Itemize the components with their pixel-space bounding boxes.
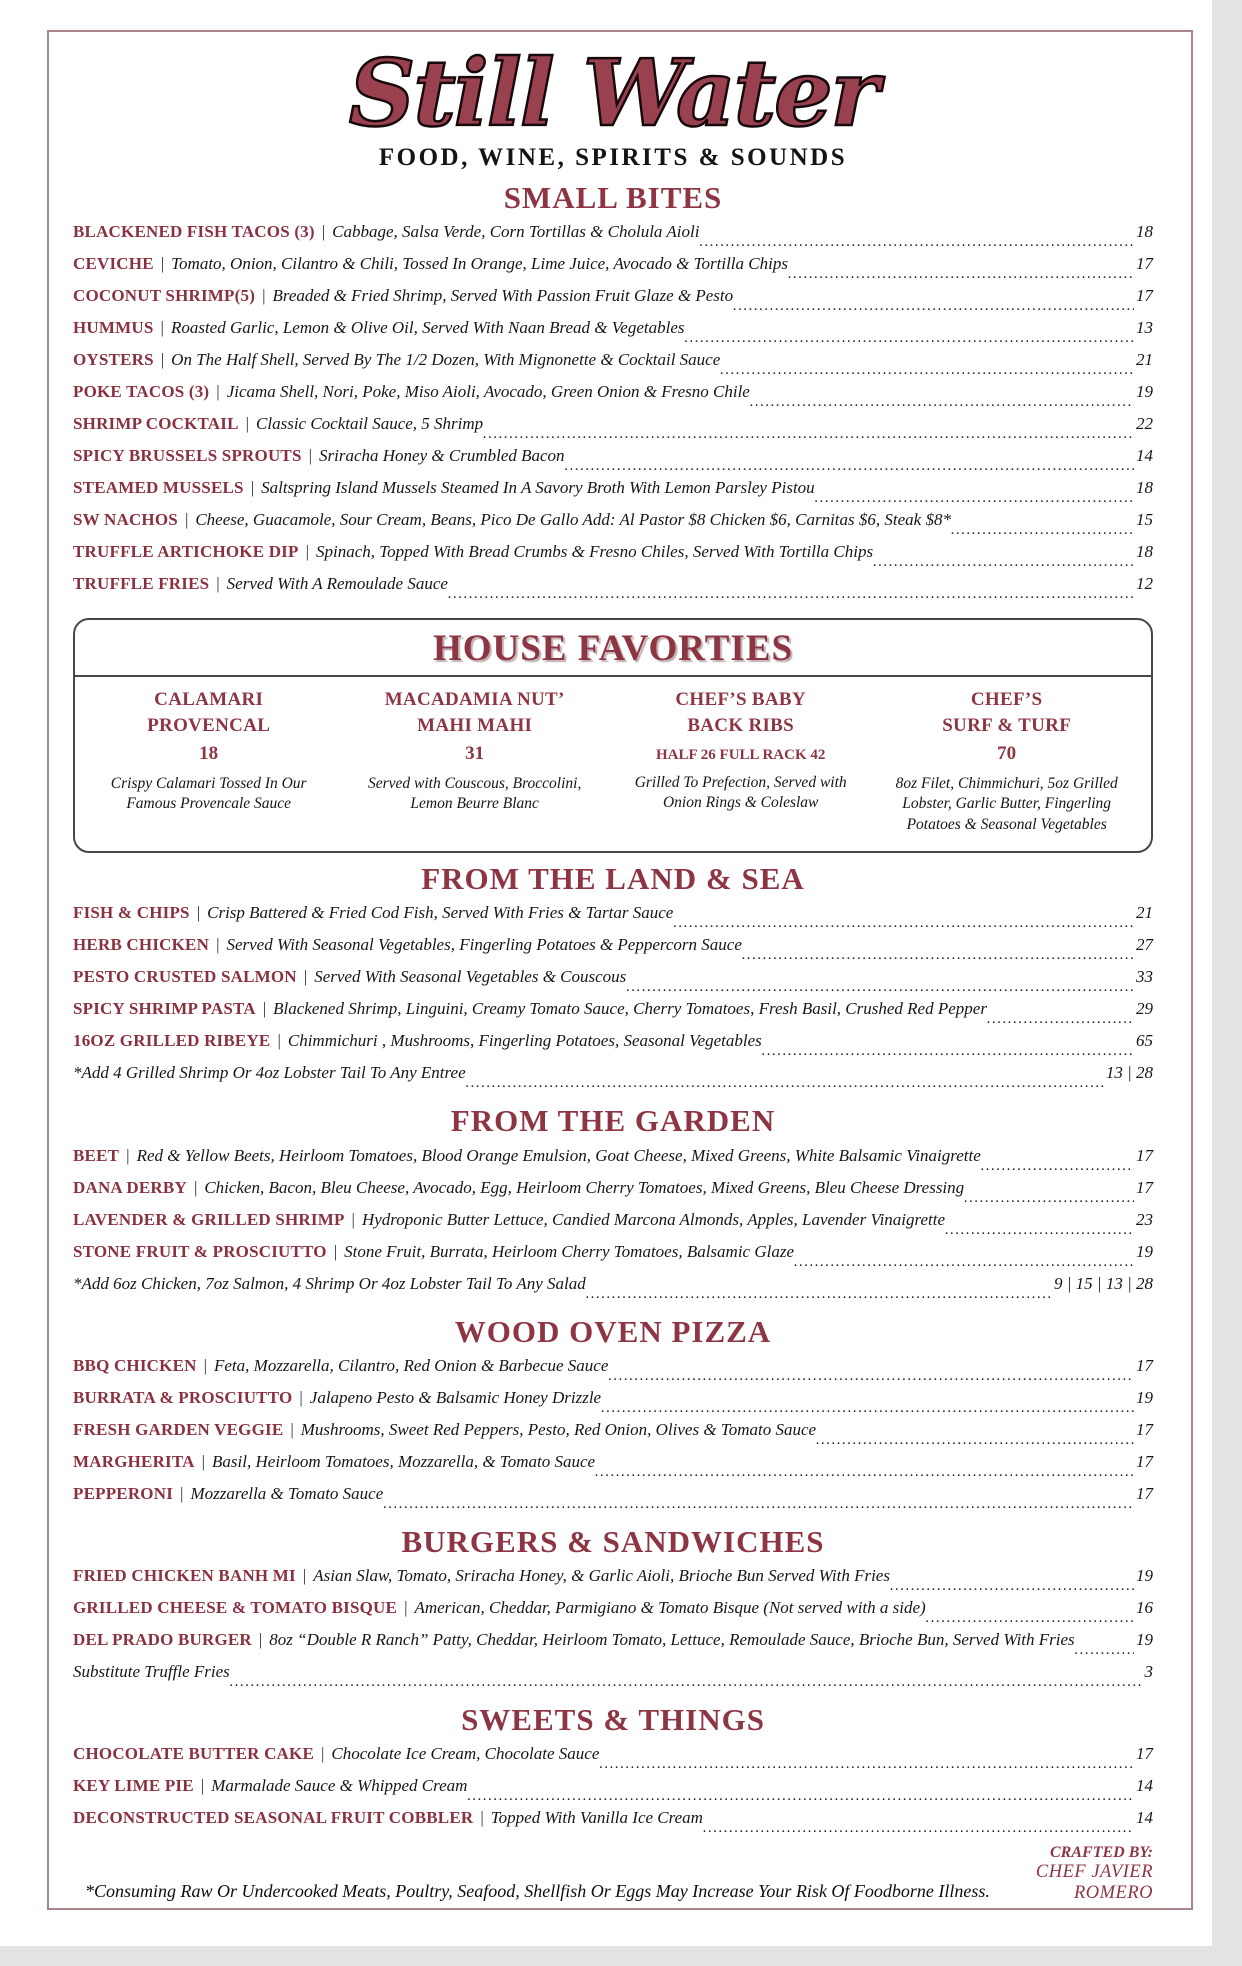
menu-item-price: 15 <box>1136 509 1153 529</box>
house-favorite-description: Grilled To Prefection, Served with Onion Rings & Coleslaw <box>634 773 847 812</box>
menu-item-row <box>73 574 1153 606</box>
dotted-leader <box>762 1043 1134 1060</box>
name-desc-divider: | <box>180 1483 184 1503</box>
house-favorite-calamari-provencal <box>81 687 336 836</box>
dotted-leader <box>951 522 1134 539</box>
menu-item-row <box>73 254 1153 286</box>
menu-item-description: Cabbage, Salsa Verde, Corn Tortillas & Cholula Aioli <box>332 221 700 241</box>
house-favorites-title: HOUSE FAVORTIES <box>75 620 1151 677</box>
house-favorite-name-line: PROVENCAL <box>147 715 271 737</box>
name-desc-divider: | <box>216 573 220 593</box>
menu-item-description: Served With Seasonal Vegetables & Couscous <box>314 967 627 987</box>
house-favorite-name <box>880 687 1133 740</box>
menu-item-price: 14 <box>1136 1775 1153 1795</box>
remaining-sections-container <box>73 862 1153 1839</box>
name-desc-divider: | <box>193 1177 198 1197</box>
menu-item-description: Roasted Garlic, Lemon & Olive Oil, Served With Naan Bread & Vegetables <box>170 317 685 337</box>
crafted-by-chef-name: CHEF JAVIER ROMERO <box>1035 1861 1153 1903</box>
menu-item-price: 3 <box>1144 1661 1153 1681</box>
section-title-from-the-garden: FROM THE GARDEN <box>450 1103 776 1139</box>
restaurant-tagline: FOOD, WINE, SPIRITS & SOUNDS <box>378 143 848 171</box>
menu-item-row <box>73 1452 1153 1484</box>
dotted-leader <box>788 266 1134 283</box>
dotted-leader <box>595 1464 1134 1481</box>
menu-item-row <box>73 286 1153 318</box>
menu-item-row <box>73 1808 1153 1840</box>
menu-item-description: Topped With Vanilla Ice Cream <box>490 1807 703 1827</box>
menu-item-row <box>73 1178 1153 1210</box>
menu-item-price: 17 <box>1136 285 1153 305</box>
menu-item-name: SHRIMP COCKTAIL <box>73 413 239 433</box>
menu-item-price: 18 <box>1136 477 1153 497</box>
house-favorite-name-line: CHEF’S BABY <box>675 688 806 710</box>
menu-item-price: 19 <box>1136 1241 1153 1261</box>
menu-item-name: BLACKENED FISH TACOS (3) <box>73 221 315 241</box>
menu-item-row <box>73 1210 1153 1242</box>
name-desc-divider: | <box>160 317 164 337</box>
dotted-leader <box>964 1190 1134 1207</box>
dotted-leader <box>448 586 1134 603</box>
house-favorite-price: HALF 26 FULL RACK 42 <box>655 746 826 763</box>
menu-body <box>73 181 1153 1840</box>
dotted-leader <box>703 1820 1134 1837</box>
name-desc-divider: | <box>216 381 220 401</box>
name-desc-divider: | <box>290 1419 294 1439</box>
menu-item-row <box>73 1420 1153 1452</box>
section-title-wood-oven-pizza: WOOD OVEN PIZZA <box>454 1313 772 1349</box>
menu-item-name: DANA DERBY <box>73 1177 187 1197</box>
menu-item-row <box>73 1744 1153 1776</box>
house-favorite-name-line: CHEF’S <box>970 688 1043 710</box>
menu-item-price: 18 <box>1136 541 1153 561</box>
dotted-leader <box>466 1075 1104 1092</box>
menu-item-price: 14 <box>1136 445 1153 465</box>
name-desc-divider: | <box>351 1209 355 1229</box>
name-desc-divider: | <box>196 903 201 923</box>
menu-item-price: 65 <box>1136 1031 1153 1051</box>
house-favorite-name <box>348 687 601 740</box>
name-desc-divider: | <box>303 967 308 987</box>
menu-item-row <box>73 222 1153 254</box>
house-favorite-chef-s-surf-turf <box>868 687 1145 836</box>
menu-item-description: Stone Fruit, Burrata, Heirloom Cherry Tomatoes, Balsamic Glaze <box>344 1241 795 1261</box>
menu-item-description: Chimmichuri , Mushrooms, Fingerling Potatoes, Seasonal Vegetables <box>287 1031 762 1051</box>
menu-item-description: Breaded & Fried Shrimp, Served With Passion Fruit Glaze & Pesto <box>272 285 734 305</box>
name-desc-divider: | <box>262 285 266 305</box>
menu-footer <box>73 1844 1153 1908</box>
name-desc-divider: | <box>299 1387 303 1407</box>
house-favorite-price: 18 <box>199 742 219 764</box>
menu-item-row <box>73 1242 1153 1274</box>
menu-item-description: Sriracha Honey & Crumbled Bacon <box>319 445 565 465</box>
menu-item-price: 33 <box>1136 967 1153 987</box>
name-desc-divider: | <box>160 349 165 369</box>
house-favorites-box <box>73 618 1153 854</box>
name-desc-divider: | <box>277 1031 281 1051</box>
menu-item-description: Basil, Heirloom Tomatoes, Mozzarella, & Tomato Sauce <box>212 1451 596 1471</box>
name-desc-divider: | <box>126 1145 130 1165</box>
menu-item-price: 18 <box>1136 221 1153 241</box>
menu-item-name: TRUFFLE FRIES <box>73 573 210 593</box>
menu-item-description: Mushrooms, Sweet Red Peppers, Pesto, Red Onion, Olives & Tomato Sauce <box>300 1419 817 1439</box>
house-favorite-name-line: SURF & TURF <box>942 715 1072 737</box>
menu-item-row <box>73 1566 1153 1598</box>
house-favorite-name-line: BACK RIBS <box>687 715 795 737</box>
menu-item-description: Jicama Shell, Nori, Poke, Miso Aioli, Avocado, Green Onion & Fresno Chile <box>226 381 750 401</box>
menu-note-row <box>73 1063 1153 1095</box>
dotted-leader <box>684 330 1134 347</box>
menu-item-name: OYSTERS <box>73 349 154 369</box>
menu-item-name: CHOCOLATE BUTTER CAKE <box>73 1743 314 1763</box>
menu-section-wood-oven-pizza <box>73 1315 1153 1516</box>
menu-item-row <box>73 967 1153 999</box>
house-favorite-name-line: MAHI MAHI <box>417 715 533 737</box>
menu-item-name: DEL PRADO BURGER <box>73 1629 252 1649</box>
name-desc-divider: | <box>200 1775 205 1795</box>
house-favorite-description: 8oz Filet, Chimmichuri, 5oz Grilled Lobster, Garlic Butter, Fingerling Potatoes & Seasonal Vegetables <box>895 774 1118 833</box>
menu-item-description: Marmalade Sauce & Whipped Cream <box>211 1775 468 1795</box>
menu-item-name: FRIED CHICKEN BANH MI <box>73 1565 296 1585</box>
name-desc-divider: | <box>216 935 220 955</box>
dotted-leader <box>608 1368 1134 1385</box>
dotted-leader <box>873 554 1134 571</box>
menu-item-row <box>73 1356 1153 1388</box>
menu-item-price: 17 <box>1136 253 1153 273</box>
dotted-leader <box>383 1496 1134 1513</box>
dotted-leader <box>815 490 1134 507</box>
name-desc-divider: | <box>258 1629 263 1649</box>
menu-item-description: Cheese, Guacamole, Sour Cream, Beans, Pico De Gallo Add: Al Pastor $8 Chicken $6, Carnitas $6, Steak $8* <box>195 509 951 529</box>
menu-item-description: Saltspring Island Mussels Steamed In A Savory Broth With Lemon Parsley Pistou <box>261 477 815 497</box>
menu-item-price: 12 <box>1136 573 1153 593</box>
dotted-leader <box>1075 1642 1134 1659</box>
name-desc-divider: | <box>480 1807 484 1827</box>
menu-item-description: Crisp Battered & Fried Cod Fish, Served With Fries & Tartar Sauce <box>207 903 674 923</box>
menu-item-description: Chocolate Ice Cream, Chocolate Sauce <box>331 1743 600 1763</box>
menu-item-row <box>73 935 1153 967</box>
menu-item-price: 13 <box>1136 317 1153 337</box>
menu-item-name: BURRATA & PROSCIUTTO <box>73 1387 293 1407</box>
menu-note-row <box>73 1662 1153 1694</box>
menu-item-row <box>73 1776 1153 1808</box>
menu-item-price: 19 <box>1136 1629 1153 1649</box>
menu-item-description: 8oz “Double R Ranch” Patty, Cheddar, Heirloom Tomato, Lettuce, Remoulade Sauce, Brioche Bun, Served With Fries <box>269 1629 1075 1649</box>
name-desc-divider: | <box>203 1355 207 1375</box>
menu-item-row <box>73 350 1153 382</box>
menu-item-row <box>73 1598 1153 1630</box>
crafted-by-label: CRAFTED BY: <box>1050 1843 1153 1861</box>
menu-item-name: DECONSTRUCTED SEASONAL FRUIT COBBLER <box>73 1807 474 1827</box>
menu-item-description: Hydroponic Butter Lettuce, Candied Marcona Almonds, Apples, Lavender Vinaigrette <box>361 1209 946 1229</box>
menu-item-row <box>73 318 1153 350</box>
dotted-leader <box>926 1610 1134 1627</box>
name-desc-divider: | <box>201 1451 206 1471</box>
menu-item-row <box>73 1031 1153 1063</box>
menu-note-row <box>73 1274 1153 1306</box>
menu-item-description: Chicken, Bacon, Bleu Cheese, Avocado, Egg, Heirloom Cherry Tomatoes, Mixed Greens, Bleu Cheese Dressing <box>204 1177 965 1197</box>
menu-item-price: 19 <box>1136 1387 1153 1407</box>
house-favorite-description: Served with Couscous, Broccolini, Lemon Beurre Blanc <box>367 774 582 813</box>
name-desc-divider: | <box>184 509 189 529</box>
dotted-leader <box>890 1578 1134 1595</box>
dotted-leader <box>816 1432 1134 1449</box>
section-small-bites-container <box>73 181 1153 606</box>
menu-item-name: FISH & CHIPS <box>73 903 190 923</box>
menu-item-price: 22 <box>1136 413 1153 433</box>
dotted-leader <box>733 298 1134 315</box>
section-title-small-bites: SMALL BITES <box>503 179 723 215</box>
dotted-leader <box>565 458 1134 475</box>
restaurant-logo: Still Water <box>348 39 878 147</box>
house-favorite-chef-s-baby-back-ribs <box>613 687 868 836</box>
menu-item-row <box>73 414 1153 446</box>
menu-item-description: American, Cheddar, Parmigiano & Tomato Bisque (Not served with a side) <box>414 1597 926 1617</box>
dotted-leader <box>230 1674 1143 1691</box>
menu-item-price: 14 <box>1136 1807 1153 1827</box>
menu-item-row <box>73 999 1153 1031</box>
menu-item-price: 16 <box>1136 1597 1153 1617</box>
menu-item-description: Tomato, Onion, Cilantro & Chili, Tossed In Orange, Lime Juice, Avocado & Tortilla Chips <box>171 253 788 273</box>
house-favorite-price: 70 <box>997 742 1017 764</box>
dotted-leader <box>483 426 1134 443</box>
name-desc-divider: | <box>302 1565 307 1585</box>
house-favorite-description: Crispy Calamari Tossed In Our Famous Provencale Sauce <box>110 774 307 813</box>
menu-header <box>73 39 1153 172</box>
dotted-leader <box>467 1788 1134 1805</box>
menu-item-name: BBQ CHICKEN <box>73 1355 197 1375</box>
menu-item-price: 27 <box>1136 935 1153 955</box>
menu-item-name: STONE FRUIT & PROSCIUTTO <box>73 1241 327 1261</box>
house-favorite-name-line: MACADAMIA NUT’ <box>384 688 565 710</box>
menu-section-from-the-garden <box>73 1104 1153 1305</box>
dotted-leader <box>945 1222 1134 1239</box>
section-title-from-the-land-sea: FROM THE LAND & SEA <box>421 861 805 897</box>
menu-item-price: 17 <box>1136 1177 1153 1197</box>
menu-item-name: HERB CHICKEN <box>73 935 210 955</box>
dotted-leader <box>742 947 1134 964</box>
menu-section-small-bites <box>73 181 1153 606</box>
menu-item-price: 17 <box>1136 1451 1153 1471</box>
menu-item-name: KEY LIME PIE <box>73 1775 194 1795</box>
menu-item-description: Served With Seasonal Vegetables, Fingerling Potatoes & Peppercorn Sauce <box>226 935 742 955</box>
menu-item-description: Feta, Mozzarella, Cilantro, Red Onion & Barbecue Sauce <box>214 1355 609 1375</box>
menu-item-description: Served With A Remoulade Sauce <box>226 573 448 593</box>
menu-item-price: 23 <box>1136 1209 1153 1229</box>
menu-section-sweets-things <box>73 1703 1153 1840</box>
dotted-leader <box>626 979 1134 996</box>
name-desc-divider: | <box>404 1597 408 1617</box>
consumption-disclaimer: *Consuming Raw Or Undercooked Meats, Poultry, Seafood, Shellfish Or Eggs May Increase Your Risk Of Foodborne Illness. <box>85 1880 990 1901</box>
menu-item-name: TRUFFLE ARTICHOKE DIP <box>73 541 299 561</box>
dotted-leader <box>599 1756 1134 1773</box>
house-favorite-name-line: CALAMARI <box>154 688 264 710</box>
menu-item-price: 17 <box>1136 1145 1153 1165</box>
dotted-leader <box>699 234 1134 251</box>
menu-item-name: SW NACHOS <box>73 509 178 529</box>
menu-item-row <box>73 903 1153 935</box>
name-desc-divider: | <box>250 477 255 497</box>
menu-item-description: On The Half Shell, Served By The 1/2 Dozen, With Mignonette & Cocktail Sauce <box>171 349 721 369</box>
house-favorite-name <box>93 687 324 740</box>
menu-item-price: 17 <box>1136 1483 1153 1503</box>
menu-item-description: Blackened Shrimp, Linguini, Creamy Tomato Sauce, Cherry Tomatoes, Fresh Basil, Crushed Red Pepper <box>273 999 987 1019</box>
crafted-by-block <box>990 1844 1153 1908</box>
menu-border-frame <box>47 30 1193 1910</box>
dotted-leader <box>794 1254 1134 1271</box>
menu-item-name: HUMMUS <box>73 317 154 337</box>
menu-item-name: MARGHERITA <box>73 1451 195 1471</box>
menu-item-price: 21 <box>1136 349 1153 369</box>
name-desc-divider: | <box>262 999 267 1019</box>
name-desc-divider: | <box>305 541 309 561</box>
section-title-burgers-sandwiches: BURGERS & SANDWICHES <box>401 1523 825 1559</box>
menu-item-description: Jalapeno Pesto & Balsamic Honey Drizzle <box>309 1387 602 1407</box>
menu-item-name: CEVICHE <box>73 253 154 273</box>
menu-item-name: POKE TACOS (3) <box>73 381 210 401</box>
menu-item-row <box>73 1388 1153 1420</box>
name-desc-divider: | <box>308 445 313 465</box>
menu-item-price: 19 <box>1136 1565 1153 1585</box>
dotted-leader <box>750 394 1134 411</box>
menu-item-row <box>73 478 1153 510</box>
dotted-leader <box>720 362 1134 379</box>
house-favorite-macadamia-nut-mahi-mahi <box>336 687 613 836</box>
menu-item-price: 9 | 15 | 13 | 28 <box>1053 1273 1153 1293</box>
menu-item-price: 21 <box>1136 903 1153 923</box>
menu-item-description: *Add 4 Grilled Shrimp Or 4oz Lobster Tail To Any Entree <box>73 1063 466 1083</box>
menu-item-description: Substitute Truffle Fries <box>73 1661 230 1681</box>
menu-item-name: STEAMED MUSSELS <box>73 477 244 497</box>
menu-item-row <box>73 510 1153 542</box>
house-favorite-price: 31 <box>465 742 485 764</box>
menu-item-price: 17 <box>1136 1355 1153 1375</box>
menu-item-description: Classic Cocktail Sauce, 5 Shrimp <box>256 413 484 433</box>
name-desc-divider: | <box>245 413 250 433</box>
menu-item-row <box>73 382 1153 414</box>
name-desc-divider: | <box>333 1241 338 1261</box>
menu-item-name: COCONUT SHRIMP(5) <box>73 285 256 305</box>
menu-item-description: *Add 6oz Chicken, 7oz Salmon, 4 Shrimp Or 4oz Lobster Tail To Any Salad <box>73 1273 586 1293</box>
menu-item-price: 17 <box>1136 1419 1153 1439</box>
menu-item-row <box>73 1146 1153 1178</box>
menu-item-row <box>73 1484 1153 1516</box>
menu-section-burgers-sandwiches <box>73 1525 1153 1694</box>
menu-item-description: Red & Yellow Beets, Heirloom Tomatoes, Blood Orange Emulsion, Goat Cheese, Mixed Greens, White Balsamic Vinaigrette <box>136 1145 981 1165</box>
menu-item-price: 19 <box>1136 381 1153 401</box>
menu-item-name: PESTO CRUSTED SALMON <box>73 967 297 987</box>
dotted-leader <box>586 1286 1052 1303</box>
menu-item-description: Asian Slaw, Tomato, Sriracha Honey, & Garlic Aioli, Brioche Bun Served With Fries <box>313 1565 890 1585</box>
menu-section-from-the-land-sea <box>73 862 1153 1095</box>
dotted-leader <box>673 915 1134 932</box>
menu-item-row <box>73 542 1153 574</box>
name-desc-divider: | <box>160 253 165 273</box>
menu-item-name: 16OZ GRILLED RIBEYE <box>73 1031 271 1051</box>
menu-item-row <box>73 446 1153 478</box>
name-desc-divider: | <box>320 1743 325 1763</box>
house-favorites-columns <box>75 677 1151 852</box>
menu-item-description: Mozzarella & Tomato Sauce <box>190 1483 384 1503</box>
menu-item-name: PEPPERONI <box>73 1483 174 1503</box>
name-desc-divider: | <box>321 221 326 241</box>
menu-item-name: FRESH GARDEN VEGGIE <box>73 1419 284 1439</box>
section-title-sweets-things: SWEETS & THINGS <box>461 1701 765 1737</box>
dotted-leader <box>987 1011 1134 1028</box>
menu-item-name: SPICY BRUSSELS SPROUTS <box>73 445 302 465</box>
menu-item-name: GRILLED CHEESE & TOMATO BISQUE <box>73 1597 398 1617</box>
dotted-leader <box>981 1158 1134 1175</box>
menu-item-name: SPICY SHRIMP PASTA <box>73 999 256 1019</box>
menu-item-name: BEET <box>73 1145 120 1165</box>
house-favorite-name <box>625 687 856 740</box>
menu-item-price: 17 <box>1136 1743 1153 1763</box>
menu-item-description: Spinach, Topped With Bread Crumbs & Fresno Chiles, Served With Tortilla Chips <box>315 541 874 561</box>
menu-item-row <box>73 1630 1153 1662</box>
dotted-leader <box>601 1400 1134 1417</box>
menu-item-price: 13 | 28 <box>1105 1063 1153 1083</box>
menu-item-price: 29 <box>1136 999 1153 1019</box>
menu-item-name: LAVENDER & GRILLED SHRIMP <box>73 1209 345 1229</box>
